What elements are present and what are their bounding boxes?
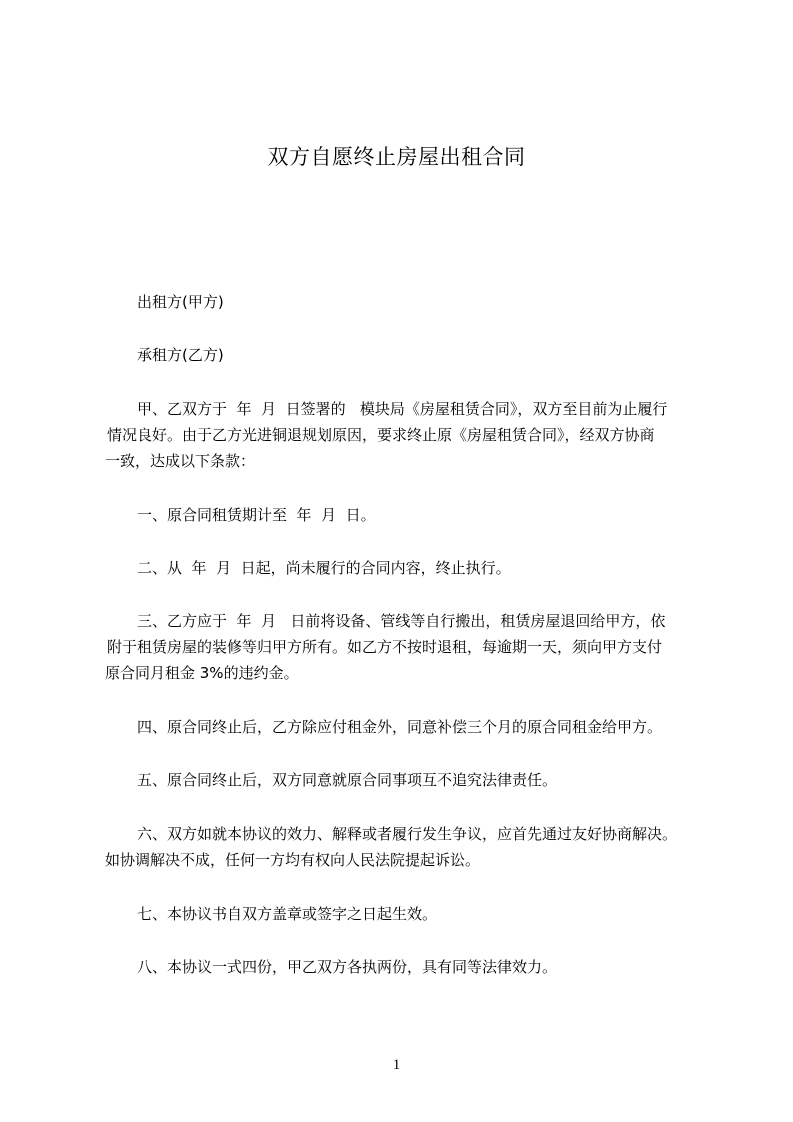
- clause-3-line-2: 附于租赁房屋的装修等归甲方所有。如乙方不按时退租，每逾期一天，须向甲方支付: [107, 638, 663, 656]
- clause-2: 二、从 年 月 日起，尚未履行的合同内容，终止执行。: [137, 559, 511, 577]
- preamble-line-3: 一致，达成以下条款：: [105, 452, 256, 470]
- clause-3-line-1: 三、乙方应于 年 月 日前将设备、管线等自行搬出，租赁房屋退回给甲方，依: [137, 612, 666, 630]
- clause-3-line-3: 原合同月租金 3%的违约金。: [105, 664, 299, 682]
- page-number: 1: [392, 1057, 401, 1073]
- clause-1: 一、原合同租赁期计至 年 月 日。: [137, 506, 376, 524]
- lessee-label: 承租方(乙方): [137, 346, 224, 364]
- clause-6-line-2: 如协调解决不成，任何一方均有权向人民法院提起诉讼。: [105, 851, 481, 869]
- lessor-label: 出租方(甲方): [137, 293, 224, 311]
- clause-7: 七、本协议书自双方盖章或签字之日起生效。: [137, 905, 438, 923]
- document-title: 双方自愿终止房屋出租合同: [267, 145, 526, 169]
- preamble-line-2: 情况良好。由于乙方光进铜退规划原因，要求终止原《房屋租赁合同》，经双方协商: [107, 426, 655, 444]
- clause-4: 四、原合同终止后，乙方除应付租金外，同意补偿三个月的原合同租金给甲方。: [137, 718, 663, 736]
- preamble-line-1: 甲、乙双方于 年 月 日签署的 模块局《房屋租赁合同》，双方至目前为止履行: [137, 400, 668, 418]
- clause-5: 五、原合同终止后，双方同意就原合同事项互不追究法律责任。: [137, 771, 558, 789]
- clause-8: 八、本协议一式四份，甲乙双方各执两份，具有同等法律效力。: [137, 958, 558, 976]
- clause-6-line-1: 六、双方如就本协议的效力、解释或者履行发生争议，应首先通过友好协商解决。: [137, 825, 678, 843]
